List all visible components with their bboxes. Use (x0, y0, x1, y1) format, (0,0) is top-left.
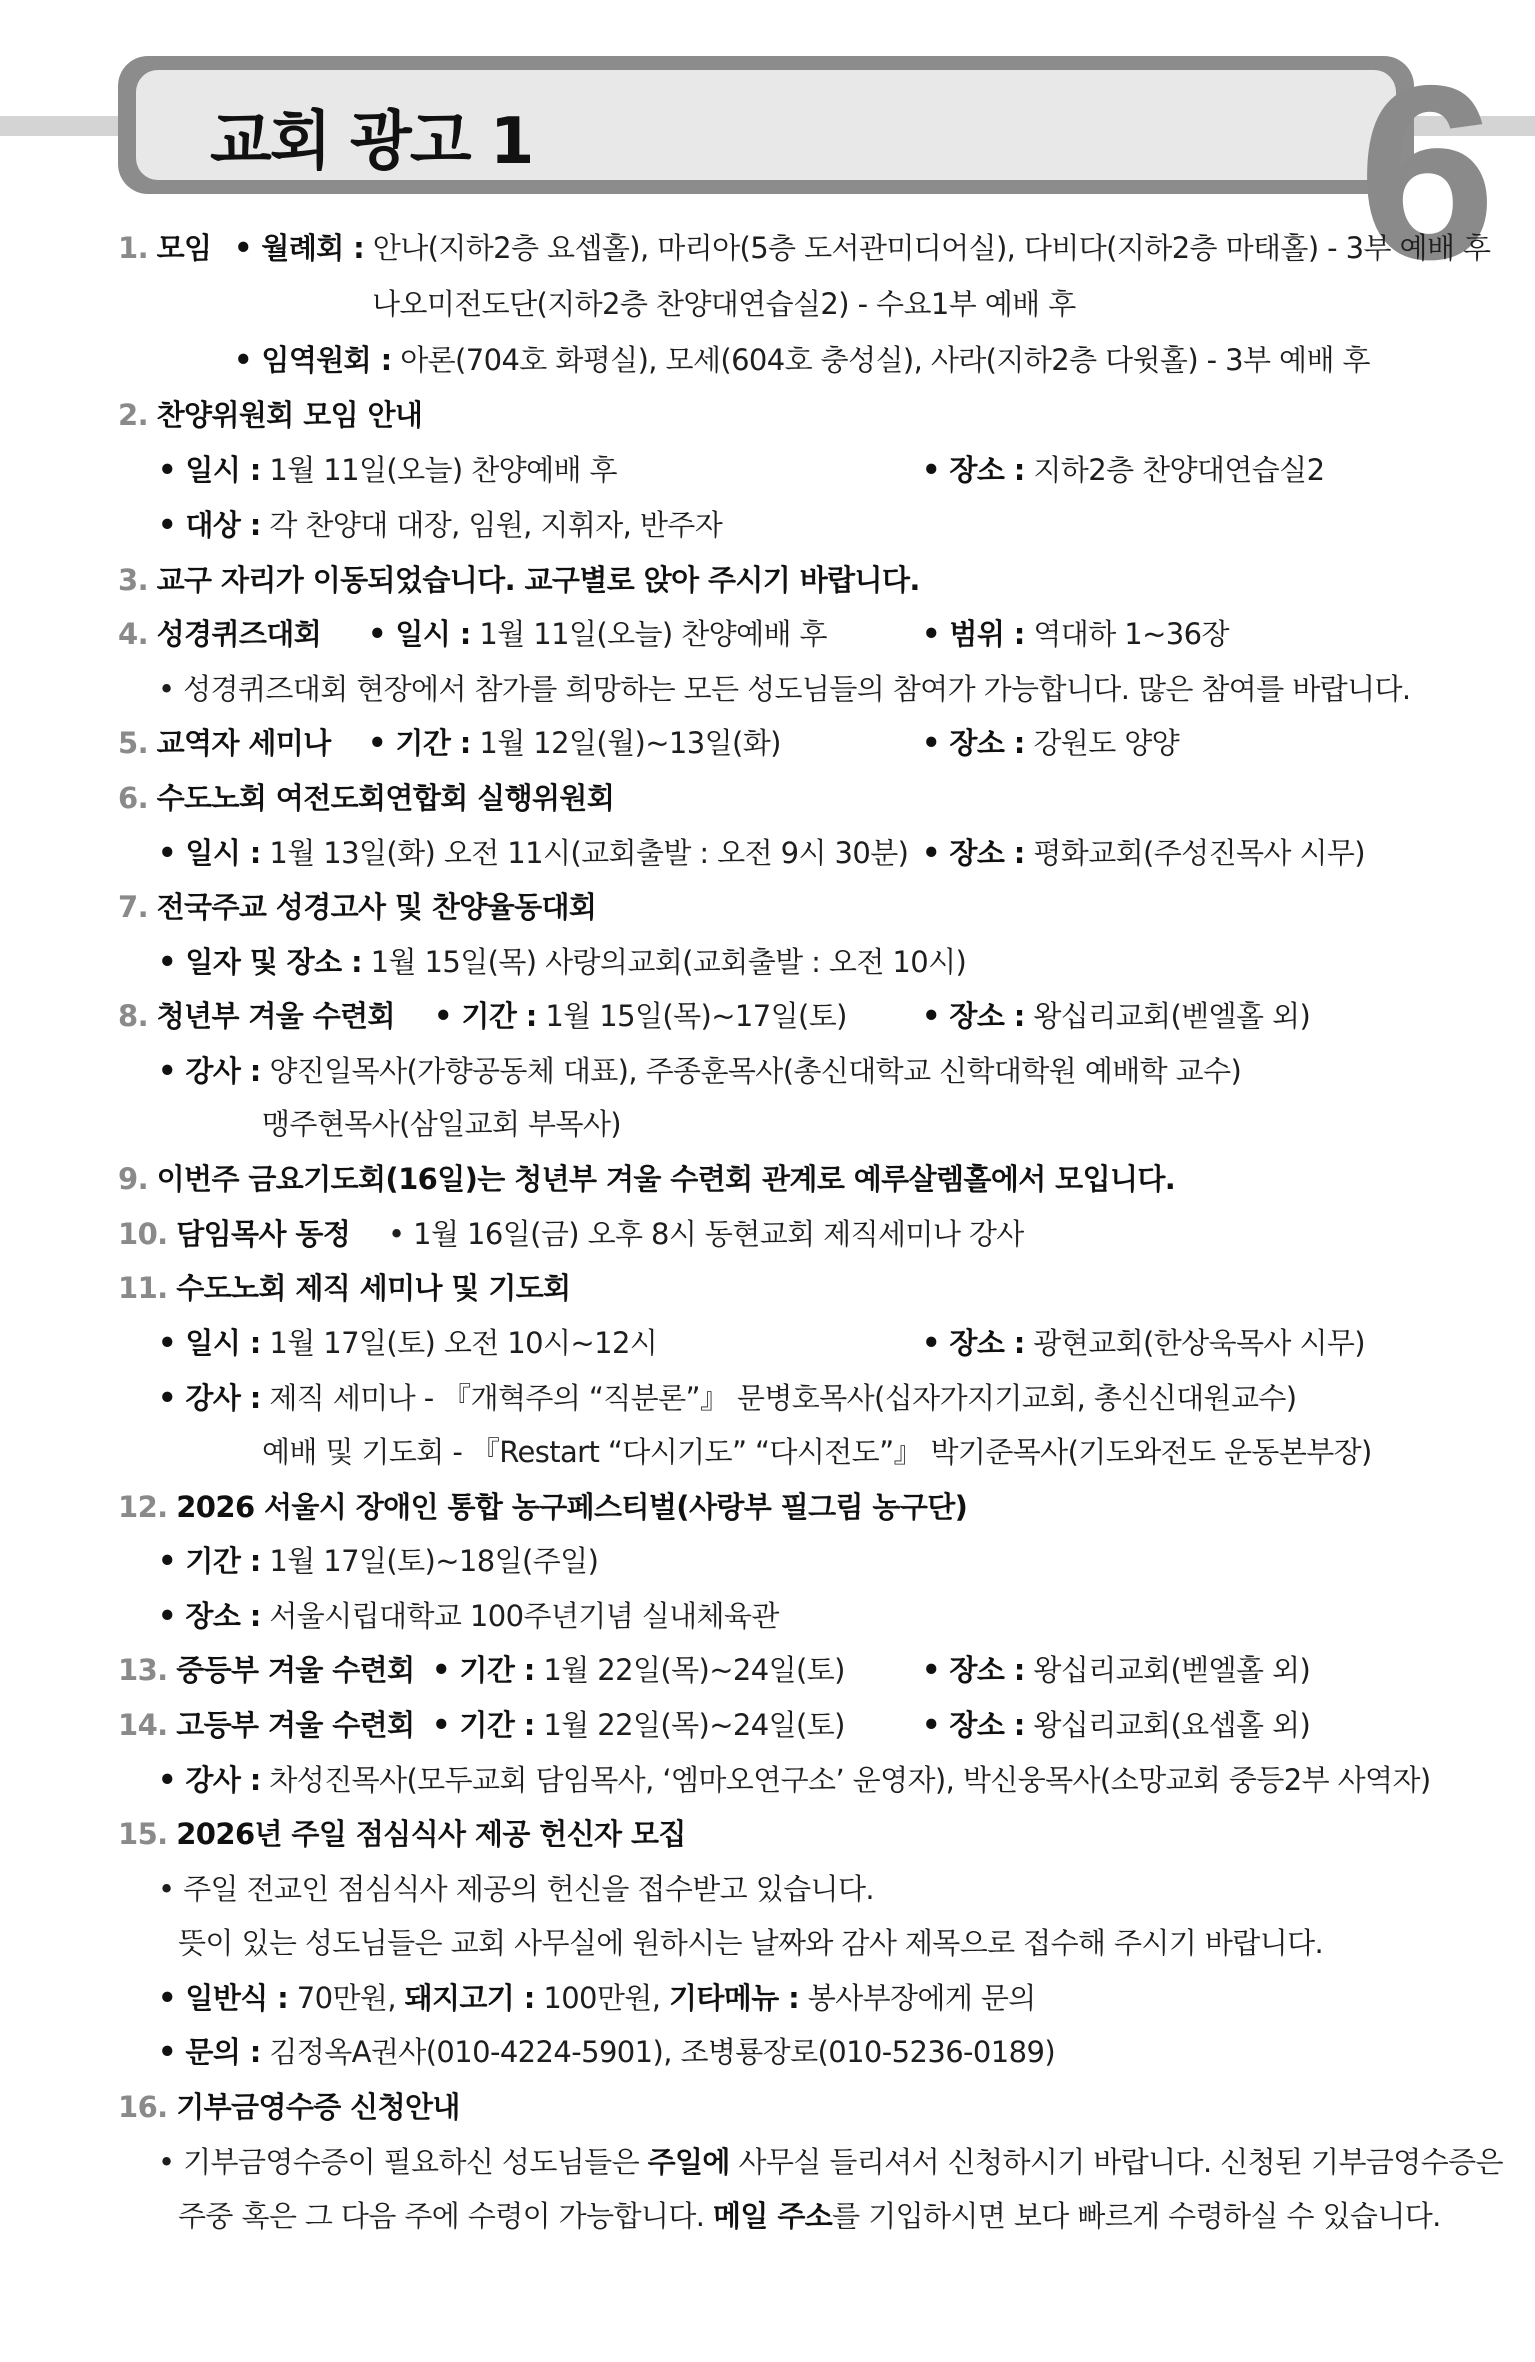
field-value: 서울시립대학교 100주년기념 실내체육관 (260, 1599, 779, 1633)
field-value: 각 찬양대 대장, 임원, 지휘자, 반주자 (260, 508, 723, 542)
field-value: • 성경퀴즈대회 현장에서 참가를 희망하는 모든 성도님들의 참여가 가능합니다. 많은 참여를 바랍니다. (158, 672, 1411, 706)
item-8-line-3 (262, 1104, 621, 1144)
item-title: 성경퀴즈대회 (156, 617, 322, 651)
item-number: 8. (118, 999, 148, 1033)
field-label: • 일시 : (158, 1326, 261, 1360)
item-12-line-2 (158, 1596, 779, 1636)
field-label: • 범위 : (922, 617, 1025, 651)
item-4-line-2 (158, 669, 1411, 709)
item-number: 5. (118, 726, 148, 760)
field-label: • 장소 : (922, 726, 1025, 760)
item-number: 2. (118, 398, 148, 432)
item-10-line-1 (388, 1214, 1024, 1254)
item-1-line-1 (118, 228, 211, 268)
item-title: 수도노회 제직 세미나 및 기도회 (176, 1271, 571, 1305)
item-1-line-3 (234, 340, 1370, 380)
item-15-line-4 (158, 2032, 1055, 2072)
item-5-heading (118, 723, 331, 763)
item-14-line-1a (432, 1705, 845, 1745)
item-1-line-2 (372, 284, 1076, 324)
item-4-line-1b (922, 614, 1229, 654)
field-label: • 강사 : (158, 1763, 261, 1797)
item-16-heading (118, 2087, 460, 2127)
item-6-line-1a (158, 833, 908, 873)
item-title: 중등부 겨울 수련회 (176, 1653, 415, 1687)
field-value: 맹주현목사(삼일교회 부목사) (262, 1107, 622, 1141)
field-label: • 임역원회 : (234, 343, 392, 377)
item-number: 13. (118, 1653, 168, 1687)
item-title: 청년부 겨울 수련회 (156, 999, 395, 1033)
field-value: 1월 11일(오늘) 찬양예배 후 (470, 617, 827, 651)
item-number: 1. (118, 231, 148, 265)
item-2-heading (118, 395, 422, 435)
item-5-line-1b (922, 723, 1179, 763)
field-value: 왕십리교회(벧엘홀 외) (1024, 999, 1311, 1033)
field-value: 차성진목사(모두교회 담임목사, ‘엠마오연구소’ 운영자), 박신웅목사(소망교회 중등2부 사역자) (260, 1763, 1431, 1797)
emphasis-text: 주일에 (647, 2145, 730, 2179)
field-label: • 기간 : (432, 1653, 535, 1687)
item-2-line-1b (922, 450, 1324, 490)
field-label: • 일시 : (158, 836, 261, 870)
field-value: 1월 17일(토)~18일(주일) (260, 1544, 599, 1578)
field-label: • 장소 : (922, 999, 1025, 1033)
field-label: • 대상 : (158, 508, 261, 542)
field-value: 1월 22일(목)~24일(토) (534, 1653, 845, 1687)
field-label: • 일시 : (158, 453, 261, 487)
field-label: 돼지고기 : (404, 1981, 535, 2015)
field-value: 강원도 양양 (1024, 726, 1180, 760)
header-rule-left (0, 116, 130, 136)
item-13-line-1b (922, 1650, 1310, 1690)
item-number: 15. (118, 1817, 168, 1851)
field-value: 1월 11일(오늘) 찬양예배 후 (260, 453, 617, 487)
field-label: • 일반식 : (158, 1981, 289, 2015)
field-value: 지하2층 찬양대연습실2 (1024, 453, 1325, 487)
field-value: 김정옥A권사(010-4224-5901), 조병룡장로(010-5236-0189) (260, 2035, 1056, 2069)
item-title: 이번주 금요기도회(16일)는 청년부 겨울 수련회 관계로 예루살렘홀에서 모입니다. (156, 1162, 1176, 1196)
item-12-line-1 (158, 1541, 598, 1581)
item-number: 9. (118, 1162, 148, 1196)
item-2-line-2 (158, 505, 722, 545)
field-value: 를 기입하시면 보다 빠르게 수령하실 수 있습니다. (832, 2199, 1441, 2233)
item-8-line-1a (434, 996, 847, 1036)
field-label: • 기간 : (158, 1544, 261, 1578)
item-8-line-2 (158, 1051, 1241, 1091)
item-10-heading (118, 1214, 350, 1254)
item-1-line-1b (234, 228, 1490, 268)
item-9-heading (118, 1159, 1175, 1199)
item-16-line-2 (178, 2196, 1441, 2236)
field-label: • 장소 : (922, 453, 1025, 487)
item-title: 2026년 주일 점심식사 제공 헌신자 모집 (176, 1817, 686, 1851)
field-label: • 일시 : (368, 617, 471, 651)
item-6-heading (118, 778, 614, 818)
field-value: 제직 세미나 - 『개혁주의 “직분론”』 문병호목사(십자가지기교회, 총신신대원교수) (260, 1381, 1297, 1415)
item-8-line-1b (922, 996, 1310, 1036)
item-number: 16. (118, 2090, 168, 2124)
field-value: 사무실 들리셔서 신청하시기 바랍니다. 신청된 기부금영수증은 (729, 2145, 1503, 2179)
item-number: 10. (118, 1217, 168, 1251)
item-4-line-1a (368, 614, 827, 654)
field-value: 왕십리교회(벧엘홀 외) (1024, 1653, 1311, 1687)
item-15-line-3 (158, 1978, 1036, 2018)
field-value: • 주일 전교인 점심식사 제공의 헌신을 접수받고 있습니다. (158, 1872, 874, 1906)
item-4-heading (118, 614, 321, 654)
item-number: 3. (118, 563, 148, 597)
field-label: • 문의 : (158, 2035, 261, 2069)
field-value: 주중 혹은 그 다음 주에 수령이 가능합니다. (178, 2199, 713, 2233)
item-8-heading (118, 996, 395, 1036)
field-value: • 기부금영수증이 필요하신 성도님들은 (158, 2145, 648, 2179)
field-value: 1월 22일(목)~24일(토) (534, 1708, 845, 1742)
item-5-line-1a (368, 723, 781, 763)
field-label: • 장소 : (922, 1653, 1025, 1687)
item-13-heading (118, 1650, 415, 1690)
field-label: • 월례회 : (234, 231, 365, 265)
item-number: 12. (118, 1490, 168, 1524)
field-value: 나오미전도단(지하2층 찬양대연습실2) - 수요1부 예배 후 (372, 287, 1076, 321)
field-value: • 1월 16일(금) 오후 8시 동현교회 제직세미나 강사 (388, 1217, 1024, 1251)
field-value: 광현교회(한상욱목사 시무) (1024, 1326, 1365, 1360)
field-value: 1월 13일(화) 오전 11시(교회출발 : 오전 9시 30분) (260, 836, 909, 870)
page-number: 6 (1358, 33, 1496, 311)
item-12-heading (118, 1487, 967, 1527)
field-label: • 장소 : (922, 836, 1025, 870)
item-14-line-2 (158, 1760, 1431, 1800)
field-value: 뜻이 있는 성도님들은 교회 사무실에 원하시는 날짜와 감사 제목으로 접수해 주시기 바랍니다. (178, 1926, 1324, 1960)
field-value: 70만원, (288, 1981, 405, 2015)
field-label: • 일자 및 장소 : (158, 945, 362, 979)
item-title: 기부금영수증 신청안내 (176, 2090, 460, 2124)
field-value: 봉사부장에게 문의 (799, 1981, 1036, 2015)
emphasis-text: 메일 주소 (713, 2199, 833, 2233)
field-value: 1월 15일(목)~17일(토) (536, 999, 847, 1033)
field-label: • 강사 : (158, 1381, 261, 1415)
item-title: 수도노회 여전도회연합회 실행위원회 (156, 781, 615, 815)
item-15-heading (118, 1814, 686, 1854)
item-number: 11. (118, 1271, 168, 1305)
item-11-line-1a (158, 1323, 657, 1363)
item-15-line-2 (178, 1923, 1323, 1963)
item-title: 담임목사 동정 (176, 1217, 351, 1251)
field-label: • 기간 : (368, 726, 471, 760)
item-title: 전국주교 성경고사 및 찬양율동대회 (156, 890, 597, 924)
field-label: • 강사 : (158, 1054, 261, 1088)
field-label: • 장소 : (922, 1326, 1025, 1360)
item-11-line-1b (922, 1323, 1365, 1363)
field-value: 왕십리교회(요셉홀 외) (1024, 1708, 1311, 1742)
field-label: • 장소 : (158, 1599, 261, 1633)
item-11-line-2 (158, 1378, 1297, 1418)
header-banner-inner (136, 70, 1396, 180)
field-value: 역대하 1~36장 (1024, 617, 1229, 651)
field-label: • 기간 : (434, 999, 537, 1033)
field-value: 1월 17일(토) 오전 10시~12시 (260, 1326, 658, 1360)
item-16-line-1 (158, 2142, 1503, 2182)
item-13-line-1a (432, 1650, 845, 1690)
item-title: 2026 서울시 장애인 통합 농구페스티벌(사랑부 필그림 농구단) (176, 1490, 968, 1524)
item-title: 교역자 세미나 (156, 726, 331, 760)
field-value: 1월 12일(월)~13일(화) (470, 726, 781, 760)
item-title: 모임 (156, 231, 212, 265)
item-14-line-1b (922, 1705, 1310, 1745)
field-value: 100만원, (534, 1981, 669, 2015)
field-label: • 장소 : (922, 1708, 1025, 1742)
item-3-heading (118, 560, 920, 600)
item-14-heading (118, 1705, 415, 1745)
field-value: 양진일목사(가향공동체 대표), 주종훈목사(총신대학교 신학대학원 예배학 교수) (260, 1054, 1242, 1088)
item-7-line-1 (158, 942, 966, 982)
field-value: 안나(지하2층 요셉홀), 마리아(5층 도서관미디어실), 다비다(지하2층 마태홀) - 3부 예배 후 (364, 231, 1491, 265)
item-title: 교구 자리가 이동되었습니다. 교구별로 앉아 주시기 바랍니다. (156, 563, 920, 597)
field-value: 평화교회(주성진목사 시무) (1024, 836, 1365, 870)
field-value: 1월 15일(목) 사랑의교회(교회출발 : 오전 10시) (362, 945, 967, 979)
item-title: 고등부 겨울 수련회 (176, 1708, 415, 1742)
field-value: 아론(704호 화평실), 모세(604호 충성실), 사라(지하2층 다윗홀) - 3부 예배 후 (391, 343, 1370, 377)
page-title: 교회 광고 1 (210, 105, 533, 179)
item-title: 찬양위원회 모임 안내 (156, 398, 423, 432)
item-number: 14. (118, 1708, 168, 1742)
item-number: 6. (118, 781, 148, 815)
item-7-heading (118, 887, 596, 927)
item-6-line-1b (922, 833, 1365, 873)
item-15-line-1 (158, 1869, 874, 1909)
field-label: 기타메뉴 : (668, 1981, 800, 2015)
item-number: 4. (118, 617, 148, 651)
item-11-heading (118, 1268, 571, 1308)
field-value: 예배 및 기도회 - 『Restart “다시기도” “다시전도”』 박기준목사(기도와전도 운동본부장) (262, 1435, 1372, 1469)
field-label: • 기간 : (432, 1708, 535, 1742)
item-2-line-1 (158, 450, 617, 490)
item-11-line-3 (262, 1432, 1372, 1472)
item-number: 7. (118, 890, 148, 924)
